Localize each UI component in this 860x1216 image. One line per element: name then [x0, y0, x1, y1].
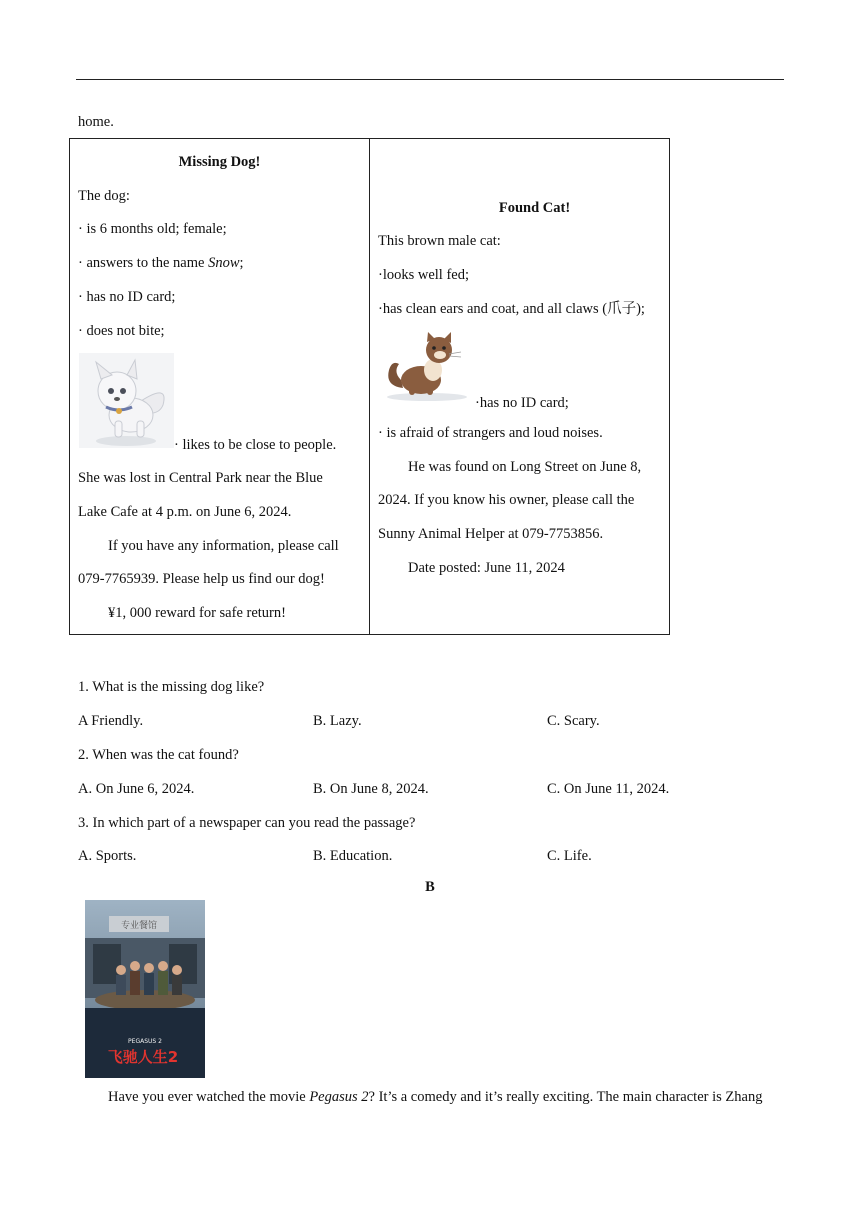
section-b-heading: B [425, 879, 435, 895]
question-3-option-a: A. Sports. [78, 848, 137, 864]
section-b-paragraph [108, 1088, 762, 1106]
dog-bullet-id: · has no ID card; [78, 289, 176, 305]
dog-notice-lead: The dog: [78, 188, 130, 204]
dog-bullet-people: · likes to be close to people. [174, 437, 337, 453]
header-rule [76, 79, 784, 80]
dog-bullet-bite: · does not bite; [78, 323, 165, 339]
cat-date-posted: Date posted: June 11, 2024 [408, 560, 565, 576]
dog-bullet-age: · is 6 months old; female; [78, 221, 227, 237]
dog-notice-title: Missing Dog! [178, 154, 261, 170]
poster-chinese-title: 飞驰人生2 [107, 1048, 179, 1066]
cat-notice-lead: This brown male cat: [378, 233, 501, 249]
question-1-option-c: C. Scary. [547, 713, 600, 729]
poster-sign-text: 专业餐馆 [120, 921, 158, 931]
cat-bullet-afraid: · is afraid of strangers and loud noises. [378, 425, 603, 441]
dog-name: Snow [208, 255, 240, 271]
question-3-option-b: B. Education. [313, 848, 393, 864]
question-1-option-b: B. Lazy. [313, 713, 362, 729]
dog-bullet-name-post: ; [239, 255, 244, 271]
cat-found-line-3: Sunny Animal Helper at 079-7753856. [378, 526, 604, 542]
question-2-option-c: C. On June 11, 2024. [547, 781, 670, 797]
dog-lost-line-2: Lake Cafe at 4 p.m. on June 6, 2024. [78, 504, 292, 520]
dog-bullet-name-pre: · answers to the name [78, 255, 209, 271]
cat-found-line-1: He was found on Long Street on June 8, [408, 459, 642, 475]
intro-tail: home. [78, 114, 114, 130]
question-3: 3. In which part of a newspaper can you read the passage? [78, 815, 416, 831]
cat-illustration [383, 330, 471, 402]
cat-bullet-fed: ·looks well fed; [378, 267, 470, 283]
section-b-paragraph-pre: Have you ever watched the movie [108, 1089, 310, 1105]
dog-illustration [79, 353, 174, 448]
section-b-paragraph-post: ? It’s a comedy and it’s really exciting. The main character is Zhang [368, 1089, 763, 1105]
poster-english-title: PEGASUS 2 [128, 1038, 162, 1045]
dog-contact-line-2: 079-7765939. Please help us find our dog! [78, 571, 325, 587]
cat-bullet-clean: ·has clean ears and coat, and all claws (爪子); [378, 301, 645, 317]
question-2: 2. When was the cat found? [78, 747, 239, 763]
dog-reward: ¥1, 000 reward for safe return! [108, 605, 286, 621]
question-3-option-c: C. Life. [547, 848, 592, 864]
question-1: 1. What is the missing dog like? [78, 679, 265, 695]
dog-bullet-name [78, 254, 244, 272]
question-2-option-a: A. On June 6, 2024. [78, 781, 195, 797]
question-1-option-a: A Friendly. [78, 713, 144, 729]
cat-found-line-2: 2024. If you know his owner, please call the [378, 492, 635, 508]
dog-lost-line-1: She was lost in Central Park near the Blue [78, 470, 323, 486]
cat-notice-title: Found Cat! [498, 200, 571, 216]
movie-poster [85, 900, 205, 1078]
question-2-option-b: B. On June 8, 2024. [313, 781, 429, 797]
dog-contact-line-1: If you have any information, please call [108, 538, 339, 554]
movie-title: Pegasus 2 [309, 1089, 369, 1105]
cat-bullet-id: ·has no ID card; [475, 395, 569, 411]
